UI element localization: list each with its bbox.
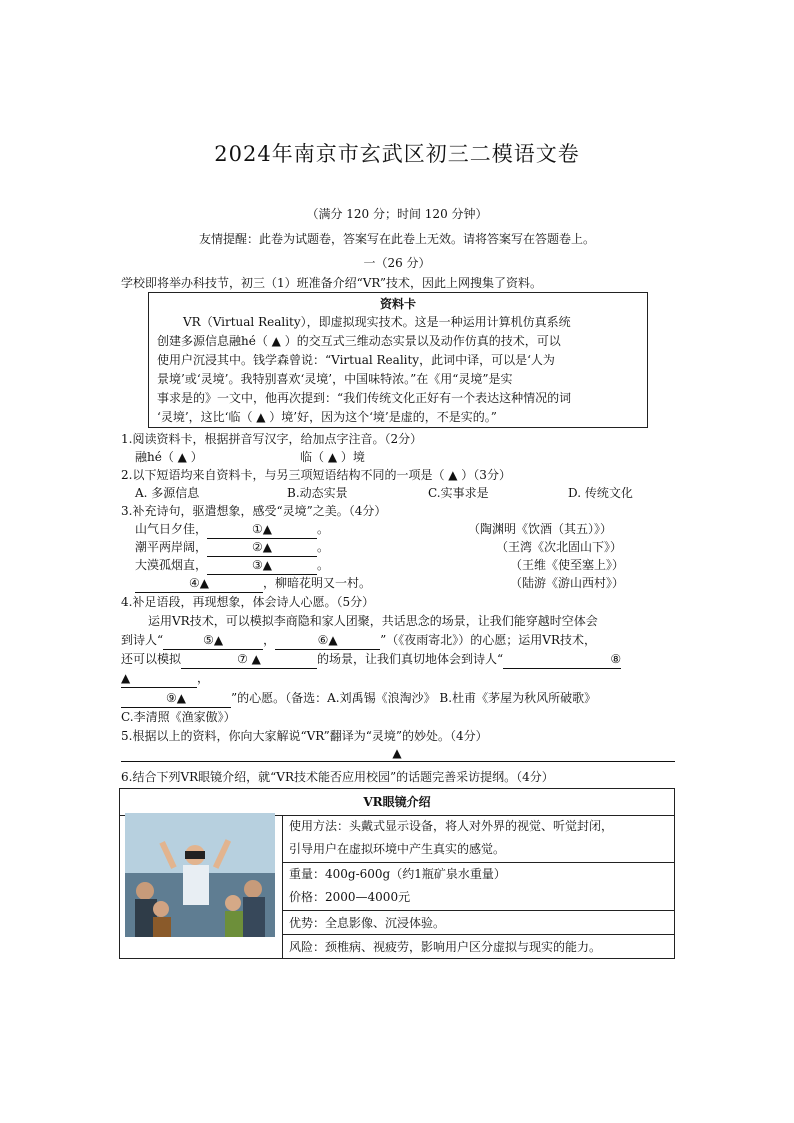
fill-blank[interactable]: ⑦ ▲ [181,650,317,669]
fill-blank[interactable]: ⑨▲ [121,689,231,708]
card-line: ‘灵境’，这比‘临（ ▲ ）境’好，因为这个‘境’是虚的，不是实的。” [157,410,497,424]
q2-option-a[interactable]: A. 多源信息 [135,486,200,500]
q2-option-d[interactable]: D. 传统文化 [568,486,633,500]
card-line: 景境’或‘灵境’。我特别喜欢‘灵境’，中国味特浓。”在《用“灵境”是实 [157,372,513,386]
fill-blank[interactable]: ④▲ [135,574,263,593]
q1-answer-b[interactable]: 临（ ▲ ）境 [300,450,365,464]
card-line: 事求是的》一文中，他再次提到：“我们传统文化正好有一个表达这种情况的词 [157,391,572,405]
card-line: 使用户沉浸其中。钱学森曾说：“Virtual Reality，此词中译，可以是‘人为 [157,353,555,367]
poem-line [135,538,329,557]
q3-stem: 3.补充诗句，驱遣想象，感受“灵境”之美。（4分） [121,504,387,518]
q2-stem: 2.以下短语均来自资料卡，与另三项短语结构不同的一项是（ ▲ ）（3分） [121,468,511,482]
fill-blank[interactable]: ▲ [121,669,197,688]
fill-blank[interactable]: ①▲ [207,520,317,539]
usage-text: 引导用户在虚拟环境中产生真实的感觉。 [289,842,506,856]
q4-line [121,650,621,669]
q4-text: ， [197,671,210,685]
q4-line: 运用VR技术，可以模拟李商隐和家人团聚，共话思念的场景，让我们能穿越时空体会 [148,614,598,628]
poem-pre: 山气日夕佳， [135,522,208,536]
usage-cell [283,815,674,863]
poem-line [135,556,329,575]
poem-pre: 潮平两岸阔， [135,540,208,554]
weight-text: 重量：400g-600g（约1瓶矿泉水重量） [289,867,506,881]
poem-source: （陶渊明《饮酒（其五）》） [468,522,613,536]
poem-line [135,520,329,539]
usage-text: 使用方法：头戴式显示设备，将人对外界的视觉、听觉封闭， [289,819,614,833]
q2-option-b[interactable]: B.动态实景 [287,486,348,500]
q6-stem: 6.结合下列VR眼镜介绍，就“VR技术能否应用校园”的话题完善采访提纲。（4分） [121,770,554,784]
page-title: 2024年南京市玄武区初三二模语文卷 [214,142,580,166]
q2-option-c[interactable]: C.实事求是 [428,486,489,500]
info-card [148,292,648,428]
q4-line [121,669,209,688]
q4-text: ， [263,633,276,647]
risk-cell: 风险：颈椎病、视疲劳，影响用户区分虚拟与现实的能力。 [289,940,602,954]
poem-line [135,574,371,593]
q4-line [121,689,596,708]
q5-answer[interactable]: ▲ [392,746,402,760]
q4-stem: 4.补足语段，再现想象，体会诗人心愿。（5分） [121,595,375,609]
card-line: 创建多源信息融hé（ ▲ ）的交互式三维动态实景以及动作仿真的技术，可以 [157,334,561,348]
intro-text: 学校即将举办科技节，初三（1）班准备介绍“VR”技术，因此上网搜集了资料。 [121,276,542,290]
spec-cell [283,863,674,911]
q4-line [121,631,596,650]
photo-cell [120,815,283,959]
q4-text: 的场景，让我们真切地体会到诗人“ [317,652,504,666]
fill-blank[interactable]: ③▲ [207,556,317,575]
vr-photo-illustration [125,813,275,937]
exam-info: （满分 120 分；时间 120 分钟） [306,207,488,221]
fill-blank[interactable]: ⑧ [503,650,621,669]
card-line: VR（Virtual Reality），即虚拟现实技术。这是一种运用计算机仿真系统 [183,315,571,329]
section-heading: 一（26 分） [363,256,431,270]
q1-answer-a[interactable]: 融hé（ ▲ ） [135,450,203,464]
answer-line [121,761,675,762]
poem-source: （王维《使至塞上》） [510,558,625,572]
poem-source: （陆游《游山西村》） [510,576,625,590]
q4-text: 还可以模拟 [121,652,182,666]
poem-source: （王湾《次北固山下》） [496,540,623,554]
advantage-cell: 优势：全息影像、沉浸体验。 [283,911,674,935]
fill-blank[interactable]: ⑥▲ [275,631,380,650]
q4-text: ”（《夜雨寄北》）的心愿；运用VR技术， [380,633,596,647]
card-title: 资料卡 [379,297,416,311]
poem-post: 。 [317,558,330,572]
q4-text: 到诗人“ [121,633,164,647]
q4-text: ”的心愿。（备选：A.刘禹锡《浪淘沙》 B.杜甫《茅屋为秋风所破歌》 [231,691,597,705]
table-title: VR眼镜介绍 [120,789,674,816]
poem-post: 。 [317,522,330,536]
price-text: 价格：2000—4000元 [289,890,411,904]
vr-info-table [119,788,675,959]
fill-blank[interactable]: ②▲ [207,538,317,557]
q1-stem: 1.阅读资料卡，根据拼音写汉字，给加点字注音。（2分） [121,432,423,446]
q4-line: C.李清照《渔家傲》） [121,710,236,724]
fill-blank[interactable]: ⑤▲ [163,631,263,650]
vr-photo [125,813,275,937]
poem-post: 。 [317,540,330,554]
reminder: 友情提醒：此卷为试题卷，答案写在此卷上无效。请将答案写在答题卷上。 [198,232,595,246]
q5-stem: 5.根据以上的资料，你向大家解说“VR”翻译为“灵境”的妙处。（4分） [121,729,488,743]
poem-pre: 大漠孤烟直， [135,558,208,572]
poem-post: ，柳暗花明又一村。 [263,576,372,590]
